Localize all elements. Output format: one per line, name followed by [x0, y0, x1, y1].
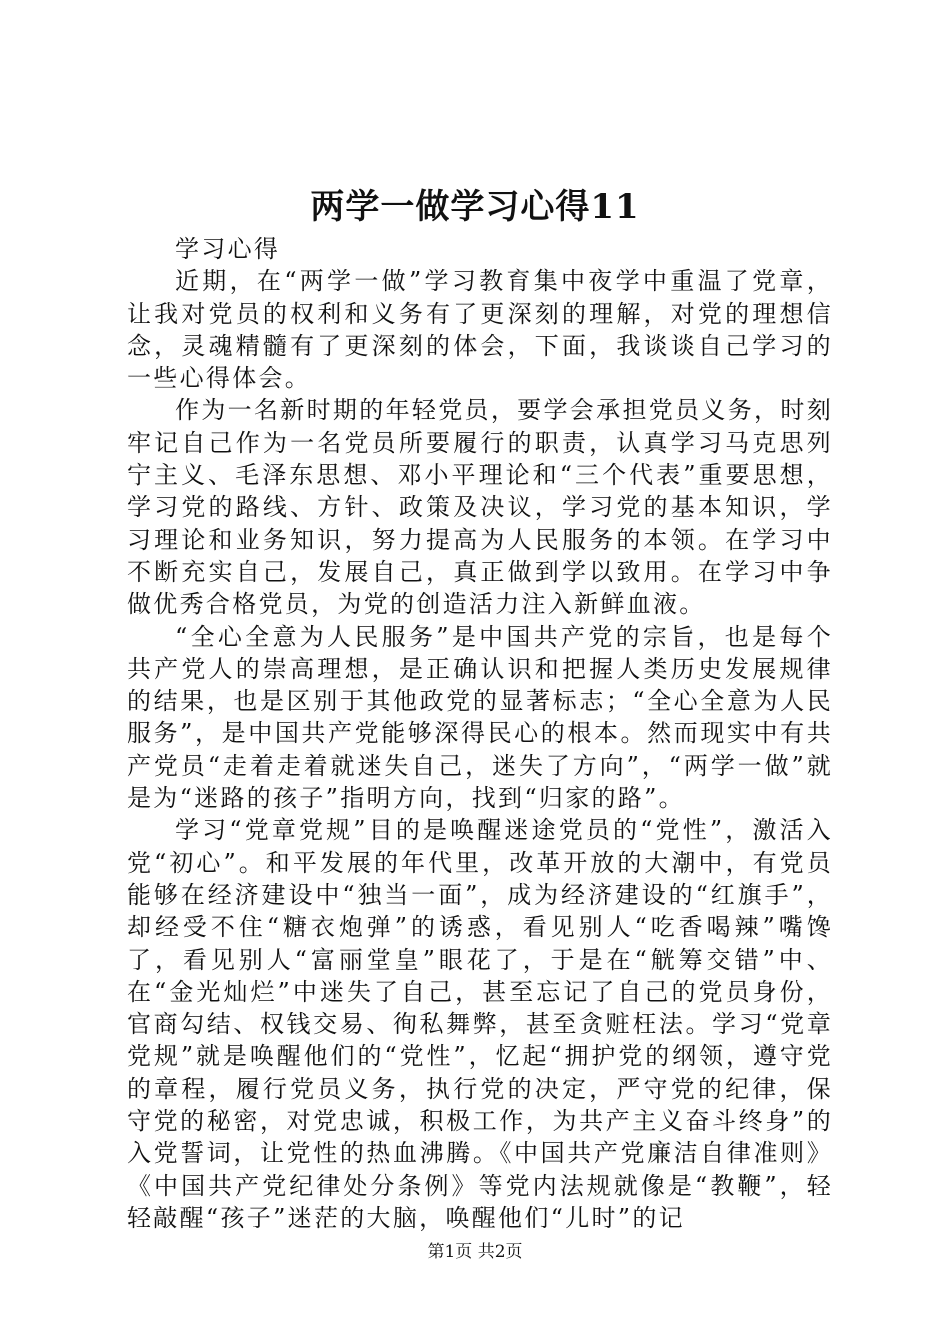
paragraph: 作为一名新时期的年轻党员，要学会承担党员义务，时刻牢记自己作为一名党员所要履行的职责，认真学习马克思列宁主义、毛泽东思想、邓小平理论和“三个代表”重要思想，学习党的路线、方针、政策及决议，学习党的基本知识，学习理论和业务知识，努力提高为人民服务的本领。在学习中不断充实自己，发展自己，真正做到学以致用。在学习中争做优秀合格党员，为党的创造活力注入新鲜血液。 — [127, 396, 833, 619]
paragraph-heading: 学习心得 — [175, 235, 281, 263]
document-title: 两学一做学习心得11 — [310, 187, 640, 227]
document-body — [127, 233, 833, 1234]
page-footer: 第1页 共2页 — [427, 1242, 523, 1262]
paragraph: 近期，在“两学一做”学习教育集中夜学中重温了党章，让我对党员的权利和义务有了更深刻的理解，对党的理想信念，灵魂精髓有了更深刻的体会，下面，我谈谈自己学习的一些心得体会。 — [127, 267, 833, 393]
paragraph: “全心全意为人民服务”是中国共产党的宗旨，也是每个共产党人的崇高理想，是正确认识和把握人类历史发展规律的结果，也是区别于其他政党的显著标志；“全心全意为人民服务”，是中国共产党能够深得民心的根本。然而现实中有共产党员“走着走着就迷失自己，迷失了方向”，“两学一做”就是为“迷路的孩子”指明方向，找到“归家的路”。 — [127, 622, 833, 813]
paragraph: 学习“党章党规”目的是唤醒迷途党员的“党性”，激活入党“初心”。和平发展的年代里，改革开放的大潮中，有党员能够在经济建设中“独当一面”，成为经济建设的“红旗手”，却经受不住“糖衣炮弹”的诱惑，看见别人“吃香喝辣”嘴馋了，看见别人“富丽堂皇”眼花了，于是在“觥筹交错”中、在“金光灿烂”中迷失了自己，甚至忘记了自己的党员身份，官商勾结、权钱交易、徇私舞弊，甚至贪赃枉法。学习“党章党规”就是唤醒他们的“党性”，忆起“拥护党的纲领，遵守党的章程，履行党员义务，执行党的决定，严守党的纪律，保守党的秘密，对党忠诚，积极工作，为共产主义奋斗终身”的入党誓词，让党性的热血沸腾。《中国共产党廉洁自律准则》《中国共产党纪律处分条例》等党内法规就像是“教鞭”，轻轻敲醒“孩子”迷茫的大脑，唤醒他们“儿时”的记 — [127, 816, 833, 1232]
